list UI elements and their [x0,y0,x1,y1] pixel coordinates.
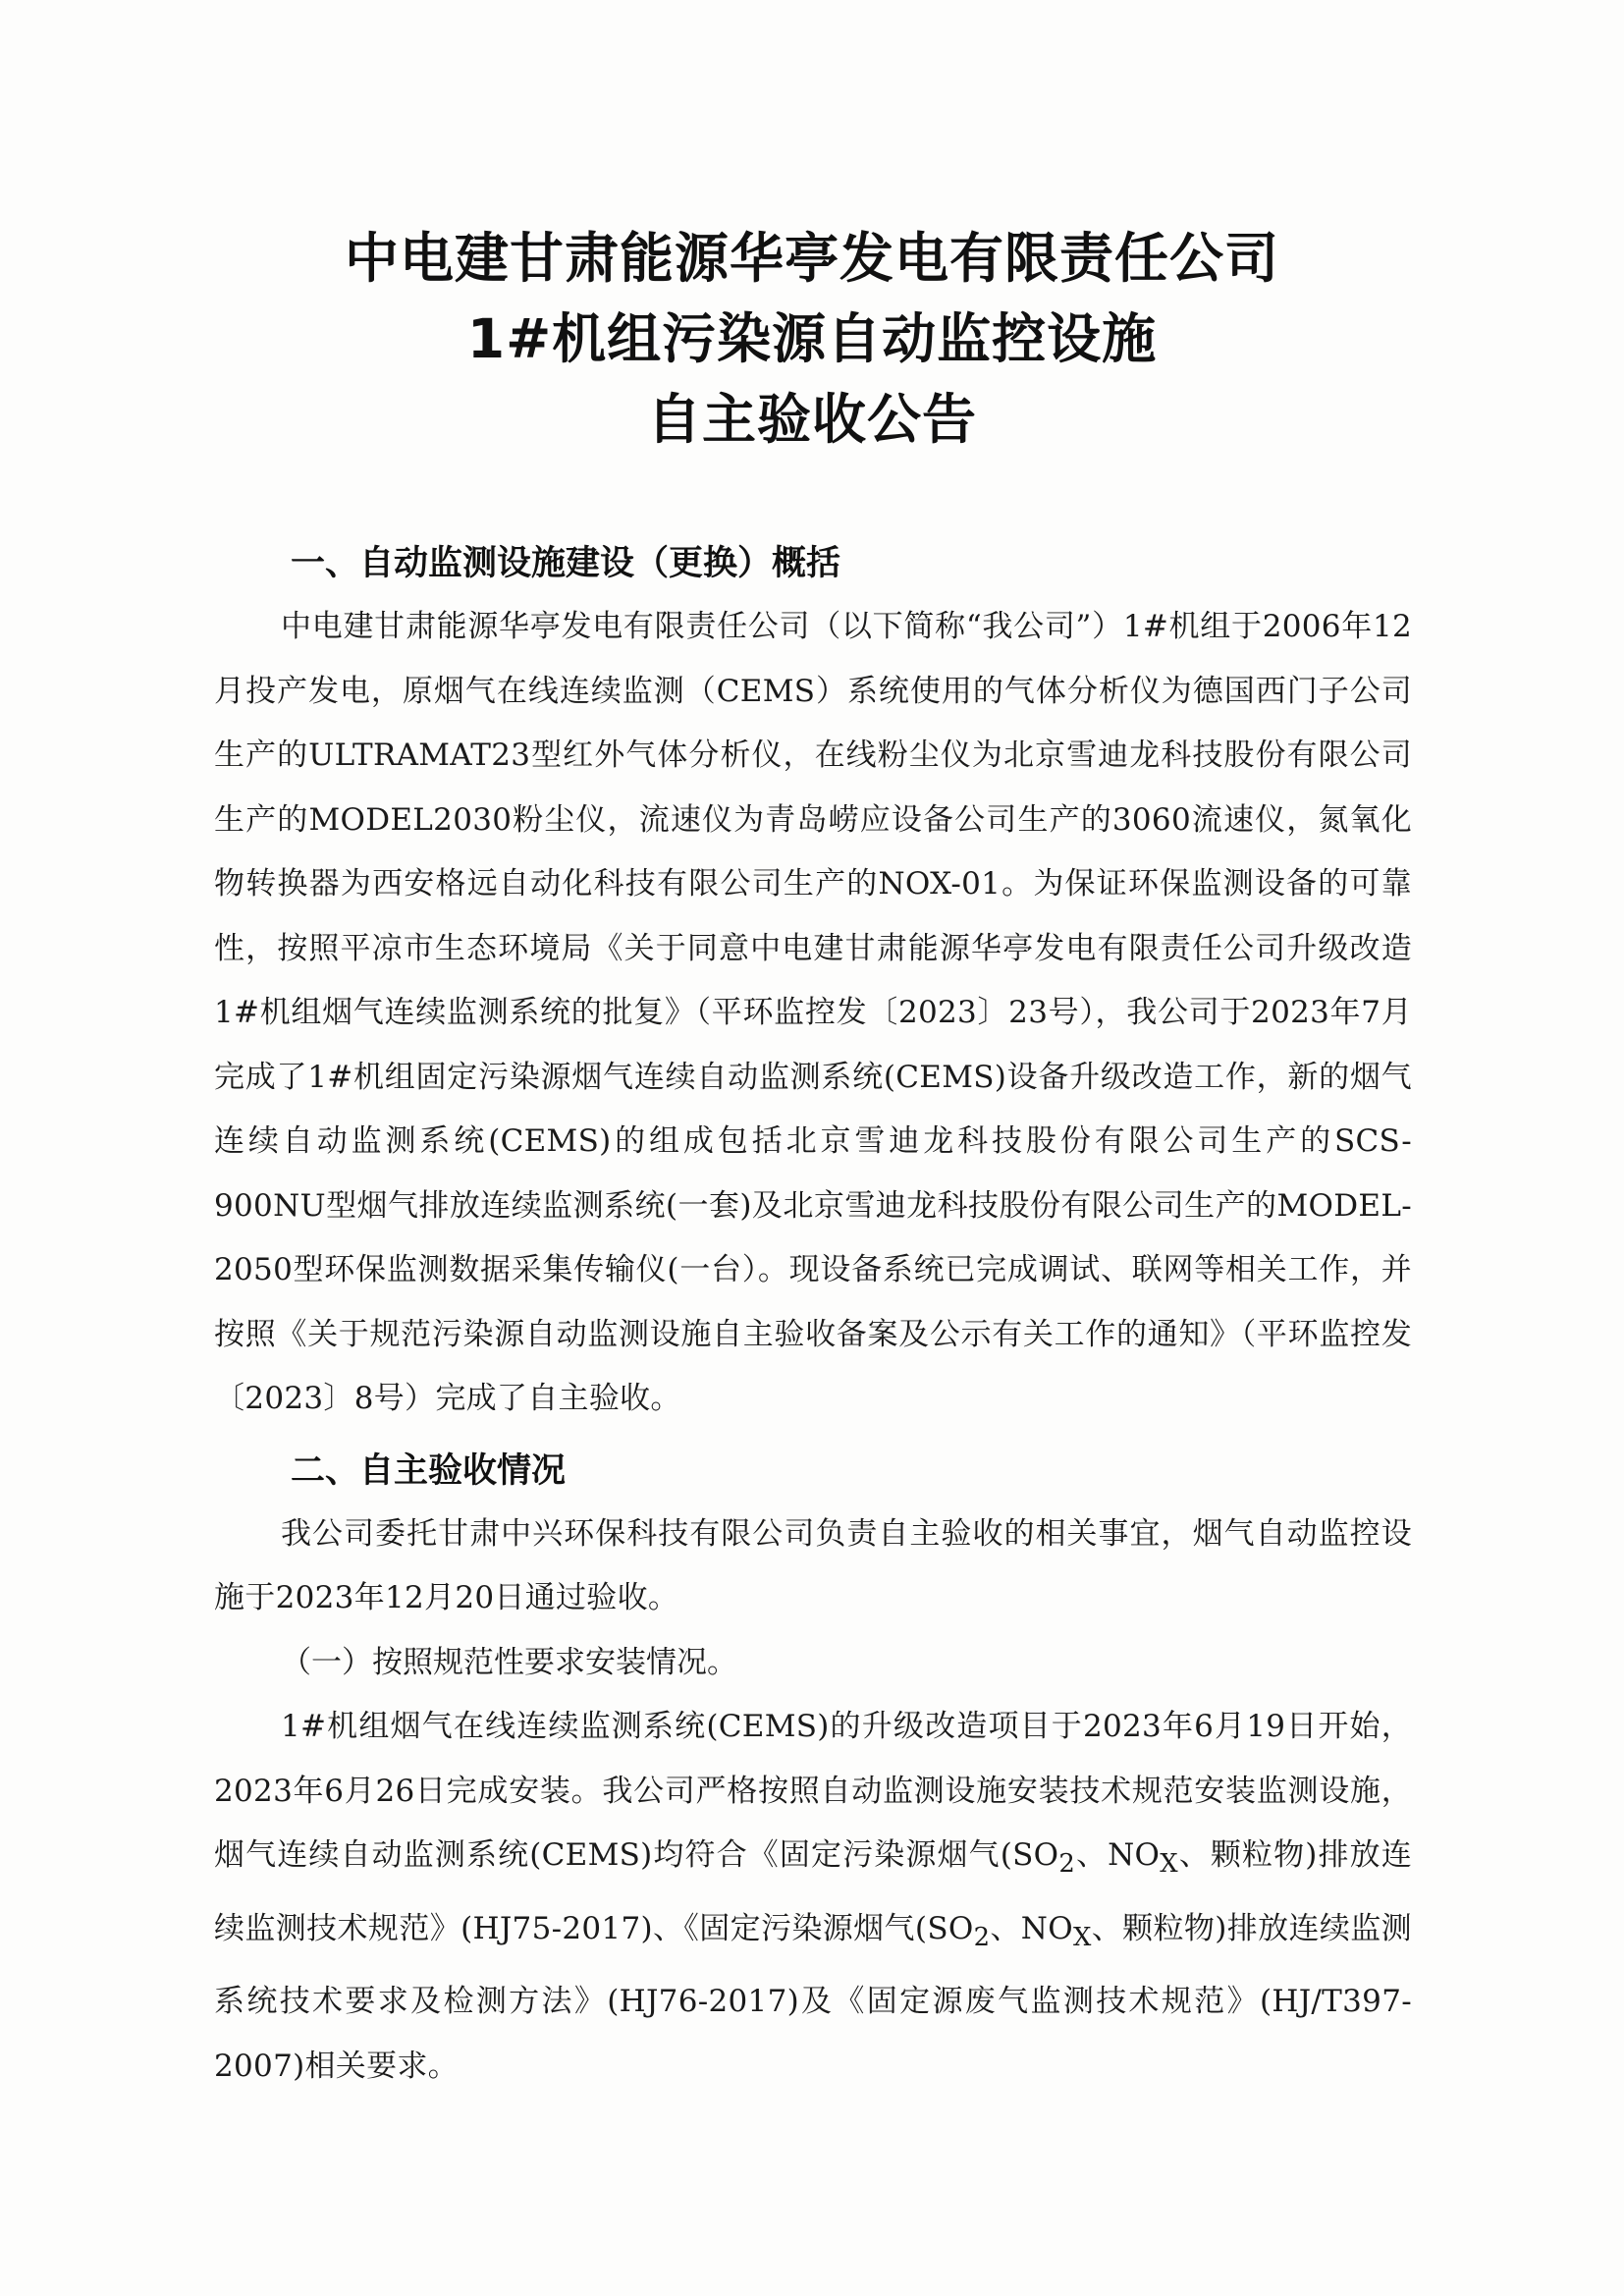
section-2-paragraph-2 [214,1695,1412,2099]
title-line-3: 自主验收公告 [646,388,977,451]
p2-text-1: 1#机组烟气在线连续监测系统(CEMS)的升级改造项目于2023年6月19日开始，2023年6月26日完成安装。我公司严格按照自动监测设施安装技术规范安装监测设施，烟气连续自动监测系统(CEMS)均符合《固定污染源烟气(SO [214,1709,1412,1873]
p2-subscript-2: X [1160,1849,1178,1880]
section-1-paragraph: 中电建甘肃能源华亭发电有限责任公司（以下简称“我公司”）1#机组于2006年12月投产发电，原烟气在线连续监测（CEMS）系统使用的气体分析仪为德国西门子公司生产的ULTRAMAT23型红外气体分析仪，在线粉尘仪为北京雪迪龙科技股份有限公司生产的MODEL2030粉尘仪，流速仪为青岛崂应设备公司生产的3060流速仪，氮氧化物转换器为西安格远自动化科技有限公司生产的NOX-01。为保证环保监测设备的可靠性，按照平凉市生态环境局《关于同意中电建甘肃能源华亭发电有限责任公司升级改造1#机组烟气连续监测系统的批复》（平环监控发〔2023〕23号），我公司于2023年7月完成了1#机组固定污染源烟气连续自动监测系统(CEMS)设备升级改造工作，新的烟气连续自动监测系统(CEMS)的组成包括北京雪迪龙科技股份有限公司生产的SCS-900NU型烟气排放连续监测系统(一套)及北京雪迪龙科技股份有限公司生产的MODEL-2050型环保监测数据采集传输仪(一台）。现设备系统已完成调试、联网等相关工作，并按照《关于规范污染源自动监测设施自主验收备案及公示有关工作的通知》（平环监控发〔2023〕8号）完成了自主验收。 [214,609,1412,1416]
section-1-heading: 一、自动监测设施建设（更换）概括 [291,544,841,583]
p2-subscript-1: 2 [1058,1849,1076,1880]
p2-text-4: 、NO [990,1910,1073,1946]
p2-text-5: 、颗粒物)排放连续监测系统技术要求及检测方法》(HJ76-2017)及《固定源废气监测技术规范》(HJ/T397-2007)相关要求。 [214,1910,1412,2084]
p2-subscript-3: 2 [973,1922,991,1952]
title-line-1: 中电建甘肃能源华亭发电有限责任公司 [344,227,1279,290]
p2-text-3: 、颗粒物)排放连续监测技术规范》(HJ75-2017)、《固定污染源烟气(SO [214,1837,1412,1946]
document-title [0,218,1624,460]
section-2-heading: 二、自主验收情况 [291,1450,567,1491]
p2-text-2: 、NO [1075,1837,1161,1873]
section-2-paragraph-1: 我公司委托甘肃中兴环保科技有限公司负责自主验收的相关事宜，烟气自动监控设施于2023年12月20日通过验收。 [214,1515,1412,1615]
section-2-subheading: （一）按照规范性要求安装情况。 [281,1644,737,1680]
title-line-2: 1#机组污染源自动监控设施 [466,307,1158,370]
p2-subscript-4: X [1072,1922,1092,1952]
document-body [214,530,1412,2099]
